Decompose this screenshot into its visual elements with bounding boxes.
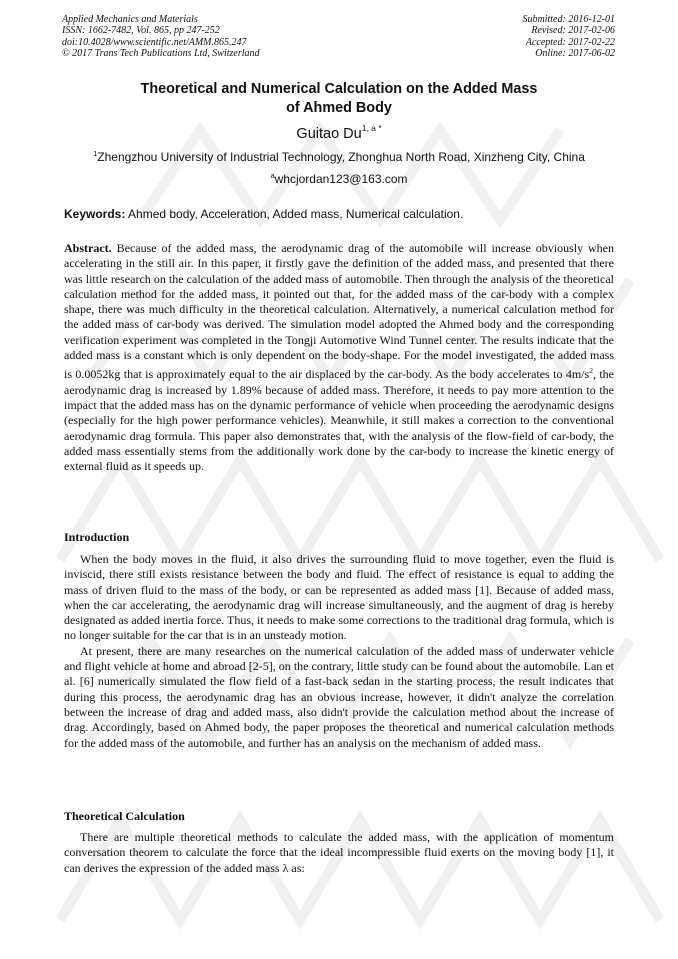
author-email xyxy=(64,171,614,186)
abstract-text-part1: Because of the added mass, the aerodynamic drag of the automobile will increase obviously when accelerating in the still air. In this paper, it firstly gave the definition of the added mass, and presented that there was little research on the calculation of the added mass of automobile. Then through the analysis of the theoretical calculation method for the added mass, it pointed out that, for the added mass of the car-body with a complex shape, there was much difficulty in the theoretical calculation. Alternatively, a numerical calculation method for the added mass of car-body was derived. The simulation model adopted the Ahmed body and the corresponding verification experiment was completed in the Tongji Automotive Wind Tunnel center. The results indicate that the added mass is a constant which is only dependent on the body-shape. For the model investigated, the added mass is 0.0052kg that is approximately equal to the air displaced by the car-body. As the body accelerates to 4m/s xyxy=(64,241,615,382)
keywords-text: Ahmed body, Acceleration, Added mass, Numerical calculation. xyxy=(128,207,464,221)
author-name: Guitao Du xyxy=(296,126,362,142)
affiliation xyxy=(60,149,618,164)
email-superscript: a xyxy=(270,171,275,180)
introduction-body xyxy=(64,552,614,751)
theoretical-paragraph-1: There are multiple theoretical methods to calculate the added mass, with the application of momentum conversation theorem to calculate the force that the ideal incompressible fluid exerts on the moving body [1], it can derives the expression of the added mass λ as: xyxy=(64,830,614,875)
author-line xyxy=(64,123,614,142)
issn-line: ISSN: 1662-7482, Vol. 865, pp 247-252 xyxy=(62,25,220,37)
email-address: whcjordan123@163.com xyxy=(274,172,408,186)
affiliation-superscript: 1 xyxy=(93,149,98,158)
keywords xyxy=(64,207,616,221)
abstract-text-part2: , the aerodynamic drag is increased by 1.89% because of added mass. Therefore, it needs to pay more attention to the impact that the added mass has on the dynamic performance of vehicle when proceeding the aerodynamic designs (especially for the high power performance vehicles). Meanwhile, it still makes a correction to the conventional aerodynamic drag formula. This paper also demonstrates that, with the analysis of the flow-field of car-body, the added mass essentially stems from the additionally work done by the car-body to increase the kinetic energy of external fluid as it speeds up. xyxy=(64,367,614,474)
copyright-line: © 2017 Trans Tech Publications Ltd, Switzerland xyxy=(62,48,260,60)
introduction-heading: Introduction xyxy=(64,530,130,544)
affiliation-text: Zhengzhou University of Industrial Technology, Zhonghua North Road, Xinzheng City, China xyxy=(97,150,585,164)
abstract-exponent: 2 xyxy=(589,366,593,376)
submitted-date: Submitted: 2016-12-01 xyxy=(522,14,615,25)
paper-title xyxy=(64,80,614,118)
revised-date: Revised: 2017-02-06 xyxy=(531,25,615,37)
theoretical-body xyxy=(64,830,614,876)
title-line-2: of Ahmed Body xyxy=(286,100,392,116)
theoretical-heading: Theoretical Calculation xyxy=(64,809,185,823)
introduction-paragraph-1: When the body moves in the fluid, it also drives the surrounding fluid to move together, even the fluid is inviscid, there still exists resistance between the body and fluid. The effect of resistance is equal to adding the mass of driven fluid to the mass of the body, or can be represented as added mass [1]. Because of added mass, when the car accelerating, the aerodynamic drag will increase simultaneously, and the augment of drag is hereby designated as added inertia force. Thus, it needs to make some corrections to the traditional drag formula, which is no longer suitable for the car that is in an unsteady motion. xyxy=(64,552,614,643)
abstract xyxy=(64,241,614,474)
doi-line: doi:10.4028/www.scientific.net/AMM.865.247 xyxy=(62,36,247,48)
journal-name: Applied Mechanics and Materials xyxy=(62,14,198,25)
journal-info xyxy=(62,14,260,60)
online-date: Online: 2017-06-02 xyxy=(535,48,615,60)
title-line-1: Theoretical and Numerical Calculation on the Added Mass xyxy=(140,81,538,97)
keywords-label: Keywords: xyxy=(64,207,126,221)
accepted-date: Accepted: 2017-02-22 xyxy=(525,36,615,48)
publication-dates xyxy=(523,14,616,60)
introduction-paragraph-2: At present, there are many researches on the numerical calculation of the added mass of underwater vehicle and flight vehicle at home and abroad [2-5], on the contrary, little study can be found about the automobile. Lan et al. [6] numerically simulated the flow field of a fast-back sedan in the starting process, the result indicates that during this process, the aerodynamic drag has an obvious increase, however, it didn't analyze the correlation between the increase of drag and added mass, also didn't provide the calculation method about the increase of drag. Accordingly, based on Ahmed body, the paper proposes the theoretical and numerical calculation methods for the added mass of the automobile, and further has an analysis on the mechanism of added mass. xyxy=(64,643,614,750)
author-superscript: 1, a * xyxy=(361,123,382,133)
abstract-label: Abstract. xyxy=(64,241,112,255)
